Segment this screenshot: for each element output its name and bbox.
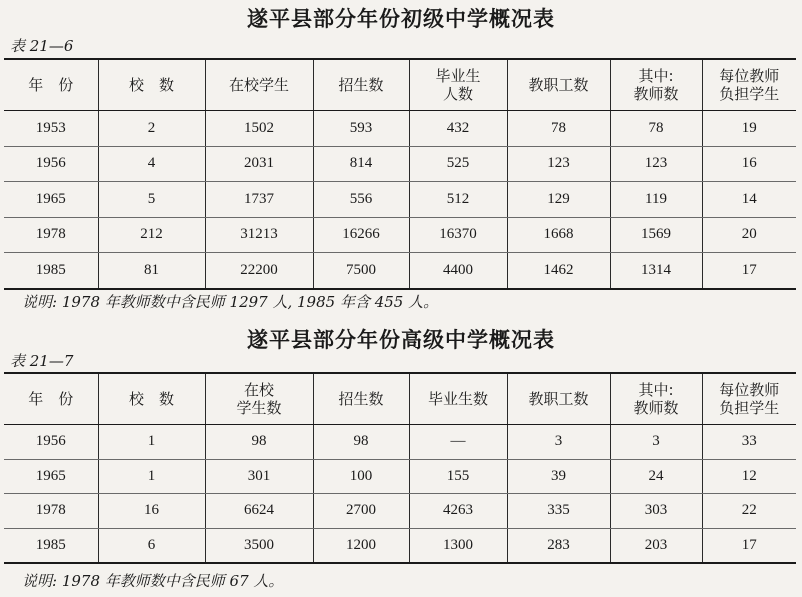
table1-header-cell: 毕业生 人数 [409,59,507,111]
table1-note: 说明: 1978 年教师数中含民师 1297 人, 1985 年含 455 人。 [22,293,439,311]
table-cell: 6624 [205,494,313,529]
table-cell: 4400 [409,253,507,289]
table-cell: 1 [98,425,205,460]
table-cell: 1300 [409,528,507,563]
table-cell: 78 [507,111,610,147]
table1-header-cell: 教职工数 [507,59,610,111]
table-cell: 2031 [205,146,313,182]
table-cell: 19 [702,111,796,147]
table-cell: 78 [610,111,702,147]
table-row [4,146,796,182]
table-cell: 22200 [205,253,313,289]
table1-header-row [4,59,796,111]
table1-header-cell: 在校学生 [205,59,313,111]
table-row [4,528,796,563]
table2-header-cell: 其中: 教师数 [610,373,702,425]
table-row [4,111,796,147]
table2-header-cell: 毕业生数 [409,373,507,425]
table-cell: 335 [507,494,610,529]
table-cell: 212 [98,217,205,253]
table-cell: 432 [409,111,507,147]
table-cell: 100 [313,459,409,494]
table-row [4,217,796,253]
table-cell: 17 [702,253,796,289]
table-cell: 1953 [4,111,98,147]
table-cell: 1978 [4,217,98,253]
table-cell: 16 [98,494,205,529]
table-cell: 1956 [4,425,98,460]
table-cell: 203 [610,528,702,563]
table-cell: 1502 [205,111,313,147]
table-cell: 2 [98,111,205,147]
table-cell: 1314 [610,253,702,289]
table-cell: 4 [98,146,205,182]
table-cell: 525 [409,146,507,182]
table-cell: 81 [98,253,205,289]
table2-header-cell: 年 份 [4,373,98,425]
table-row [4,459,796,494]
table-cell: 22 [702,494,796,529]
table-cell: 1985 [4,253,98,289]
table2-header-cell: 招生数 [313,373,409,425]
table-cell: 814 [313,146,409,182]
table1-header-cell: 校 数 [98,59,205,111]
table-cell: 7500 [313,253,409,289]
table-cell: 98 [313,425,409,460]
table1-header-cell: 其中: 教师数 [610,59,702,111]
table-row [4,253,796,289]
table2-header-row [4,373,796,425]
table-cell: 20 [702,217,796,253]
table1-header-cell: 招生数 [313,59,409,111]
table-cell: 1668 [507,217,610,253]
table1-number: 表 21—6 [10,37,74,55]
table-cell: 17 [702,528,796,563]
table1-junior-middle-school [4,58,796,290]
table-cell: 3 [610,425,702,460]
table-row [4,182,796,218]
table-cell: 1978 [4,494,98,529]
table-cell: 283 [507,528,610,563]
table-cell: 593 [313,111,409,147]
table2-note: 说明: 1978 年教师数中含民师 67 人。 [22,572,284,590]
table-cell: 129 [507,182,610,218]
table1-header-cell: 年 份 [4,59,98,111]
table-cell: 1985 [4,528,98,563]
table2-header-cell: 在校 学生数 [205,373,313,425]
table2-header-cell: 每位教师 负担学生 [702,373,796,425]
table1-title: 遂平县部分年份初级中学概况表 [247,7,555,31]
table-cell: 1462 [507,253,610,289]
table-cell: 119 [610,182,702,218]
table2-title: 遂平县部分年份高级中学概况表 [247,328,555,352]
table-cell: 1200 [313,528,409,563]
table2-header-cell: 校 数 [98,373,205,425]
table-cell: 303 [610,494,702,529]
table-cell: 12 [702,459,796,494]
table-cell: 1965 [4,182,98,218]
table2-number: 表 21—7 [10,352,74,370]
table-cell: 4263 [409,494,507,529]
table-cell: — [409,425,507,460]
table1-header-cell: 每位教师 负担学生 [702,59,796,111]
table-cell: 6 [98,528,205,563]
table-cell: 1 [98,459,205,494]
table-row [4,494,796,529]
table-cell: 3500 [205,528,313,563]
table-cell: 14 [702,182,796,218]
table-cell: 98 [205,425,313,460]
table-cell: 556 [313,182,409,218]
table-cell: 123 [507,146,610,182]
table-cell: 1569 [610,217,702,253]
table2-header-cell: 教职工数 [507,373,610,425]
table-cell: 2700 [313,494,409,529]
table-cell: 155 [409,459,507,494]
table-cell: 24 [610,459,702,494]
table-cell: 512 [409,182,507,218]
table-cell: 3 [507,425,610,460]
table-cell: 39 [507,459,610,494]
table-cell: 1737 [205,182,313,218]
table-cell: 16 [702,146,796,182]
table-cell: 301 [205,459,313,494]
table-cell: 16370 [409,217,507,253]
table-cell: 16266 [313,217,409,253]
table-cell: 1965 [4,459,98,494]
table-cell: 31213 [205,217,313,253]
table-row [4,425,796,460]
table-cell: 33 [702,425,796,460]
table-cell: 123 [610,146,702,182]
table-cell: 1956 [4,146,98,182]
table2-senior-high-school [4,372,796,564]
table-cell: 5 [98,182,205,218]
